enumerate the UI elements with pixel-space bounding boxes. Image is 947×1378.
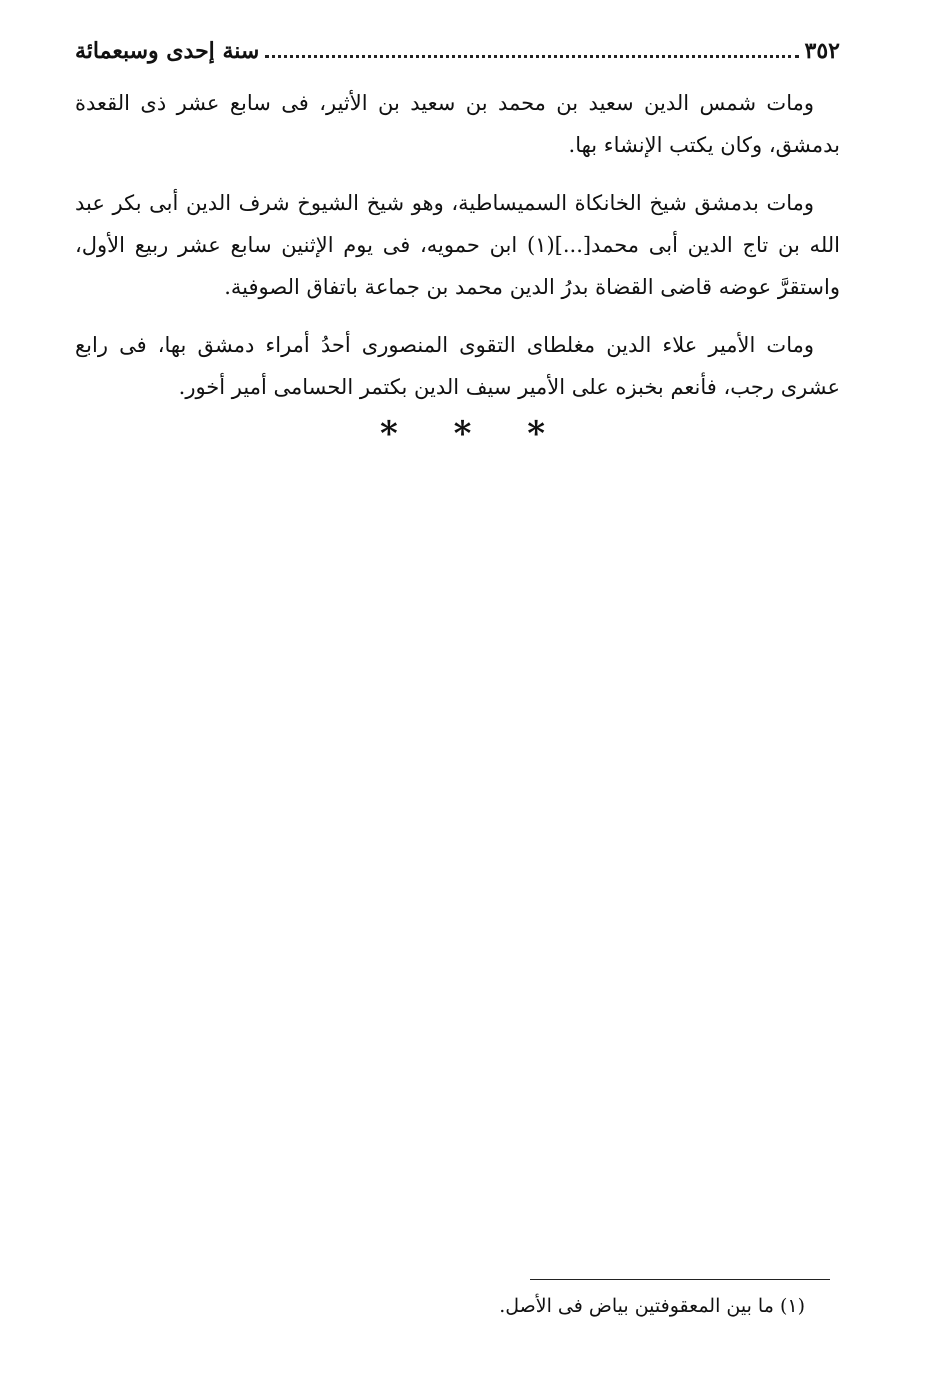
paragraph-death-ala-al-din [75, 324, 840, 408]
paragraph-text: ومات شمس الدين سعيد بن محمد بن سعيد بن الأثير، فى سابع عشر ذى القعدة بدمشق، وكان يكتب الإنشاء بها. [75, 91, 840, 157]
page-number: ٣٥٢ [804, 38, 840, 64]
running-title: سنة إحدى وسبعمائة [75, 38, 260, 64]
paragraph-text: ومات الأمير علاء الدين مغلطاى التقوى المنصورى أحدُ أمراء دمشق بها، فى رابع عشرى رجب، فأنعم بخبزه على الأمير سيف الدين بكتمر الحسامى أمير أخور. [75, 333, 840, 399]
page-header [75, 34, 840, 68]
body-text [75, 82, 840, 424]
paragraph-death-shams-al-din [75, 82, 840, 166]
section-separator: * * * [379, 414, 567, 454]
paragraph-text: ومات بدمشق شيخ الخانكاة السميساطية، وهو شيخ الشيوخ شرف الدين أبى بكر عبد الله بن تاج الدين أبى محمد[...](١) ابن حمويه، فى يوم الإثنين سابع عشر ربيع الأول، واستقرَّ عوضه قاضى القضاة بدرُ الدين محمد بن جماعة باتفاق الصوفية. [75, 191, 841, 299]
footnote: (١) ما بين المعقوفتين بياض فى الأصل. [499, 1295, 805, 1317]
paragraph-death-sharaf-al-din [75, 182, 840, 308]
header-dot-leader [265, 55, 798, 58]
footnote-rule [530, 1279, 830, 1280]
